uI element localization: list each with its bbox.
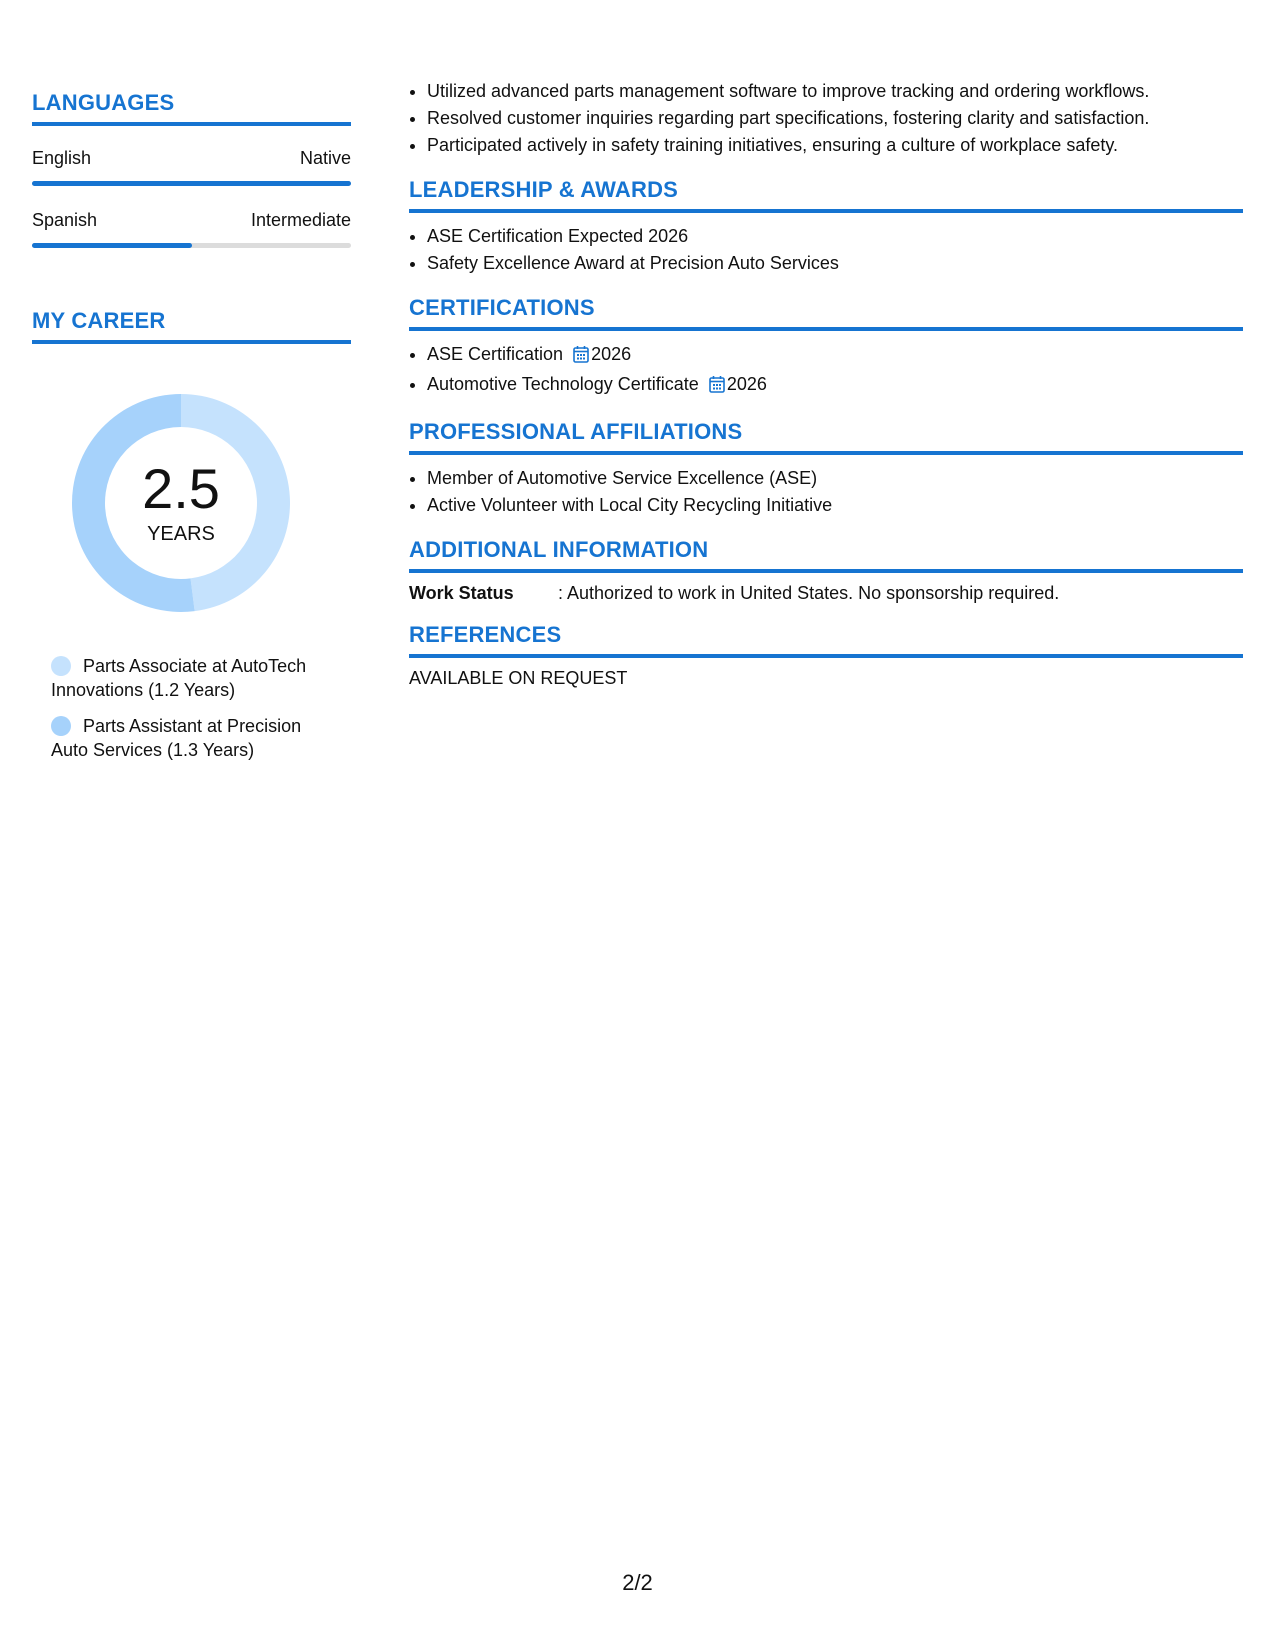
- language-level: Native: [299, 148, 351, 168]
- career-legend: [51, 654, 341, 762]
- language-level-bar: [32, 243, 351, 248]
- career-total-unit: YEARS: [147, 522, 215, 545]
- career-donut-chart: [66, 388, 296, 618]
- list-item: • Active Volunteer with Local City Recycling Initiative: [427, 492, 1243, 519]
- additional-info-title: ADDITIONAL INFORMATION: [409, 537, 1243, 573]
- list-item: [427, 371, 1243, 401]
- work-status-value: : Authorized to work in United States. No sponsorship required.: [558, 583, 1060, 603]
- additional-info-section: [409, 537, 1243, 604]
- languages-title: LANGUAGES: [32, 90, 351, 126]
- language-name: English: [32, 148, 92, 168]
- references-section: [409, 622, 1243, 689]
- references-title: REFERENCES: [409, 622, 1243, 658]
- certification-name: ASE Certification: [427, 344, 564, 364]
- legend-dot: [51, 656, 71, 676]
- experience-bullets: [409, 78, 1243, 159]
- calendar-icon: [573, 344, 589, 371]
- work-status-row: [409, 583, 1243, 604]
- leadership-title: LEADERSHIP & AWARDS: [409, 177, 1243, 213]
- legend-label: Parts Associate at AutoTech Innovations (1.2 Years): [51, 656, 307, 700]
- calendar-icon: [709, 374, 725, 401]
- work-status-label: Work Status: [409, 583, 514, 603]
- certifications-section: [409, 295, 1243, 401]
- languages-section: [32, 90, 351, 248]
- language-level-fill: [32, 181, 351, 186]
- sidebar: [32, 90, 351, 774]
- language-level: Intermediate: [250, 210, 351, 230]
- language-name: Spanish: [32, 210, 98, 230]
- affiliations-title: PROFESSIONAL AFFILIATIONS: [409, 419, 1243, 455]
- legend-item: [51, 654, 341, 702]
- career-title: MY CAREER: [32, 308, 351, 344]
- certification-year: 2026: [591, 344, 632, 364]
- legend-label: Parts Assistant at Precision Auto Services (1.3 Years): [51, 716, 302, 760]
- leadership-section: [409, 177, 1243, 277]
- list-item: • Safety Excellence Award at Precision Auto Services: [427, 250, 1243, 277]
- language-item: [32, 148, 351, 186]
- list-item: • Utilized advanced parts management software to improve tracking and ordering workflows.: [427, 78, 1243, 105]
- list-item: [427, 341, 1243, 371]
- legend-dot: [51, 716, 71, 736]
- page-number: 2/2: [622, 1570, 653, 1595]
- language-level-fill: [32, 243, 192, 248]
- certification-year: 2026: [726, 374, 767, 394]
- list-item: • Participated actively in safety training initiatives, ensuring a culture of workplace safety.: [427, 132, 1243, 159]
- career-section: [32, 308, 351, 762]
- career-total-value: 2.5: [142, 456, 220, 520]
- list-item: • ASE Certification Expected 2026: [427, 223, 1243, 250]
- list-item: • Member of Automotive Service Excellence (ASE): [427, 465, 1243, 492]
- certification-name: Automotive Technology Certificate: [427, 374, 699, 394]
- list-item: • Resolved customer inquiries regarding part specifications, fostering clarity and satisfaction.: [427, 105, 1243, 132]
- language-level-bar: [32, 181, 351, 186]
- certifications-title: CERTIFICATIONS: [409, 295, 1243, 331]
- affiliations-section: [409, 419, 1243, 519]
- language-item: [32, 210, 351, 248]
- main-content: [409, 78, 1243, 689]
- legend-item: [51, 714, 341, 762]
- references-text: AVAILABLE ON REQUEST: [409, 668, 628, 688]
